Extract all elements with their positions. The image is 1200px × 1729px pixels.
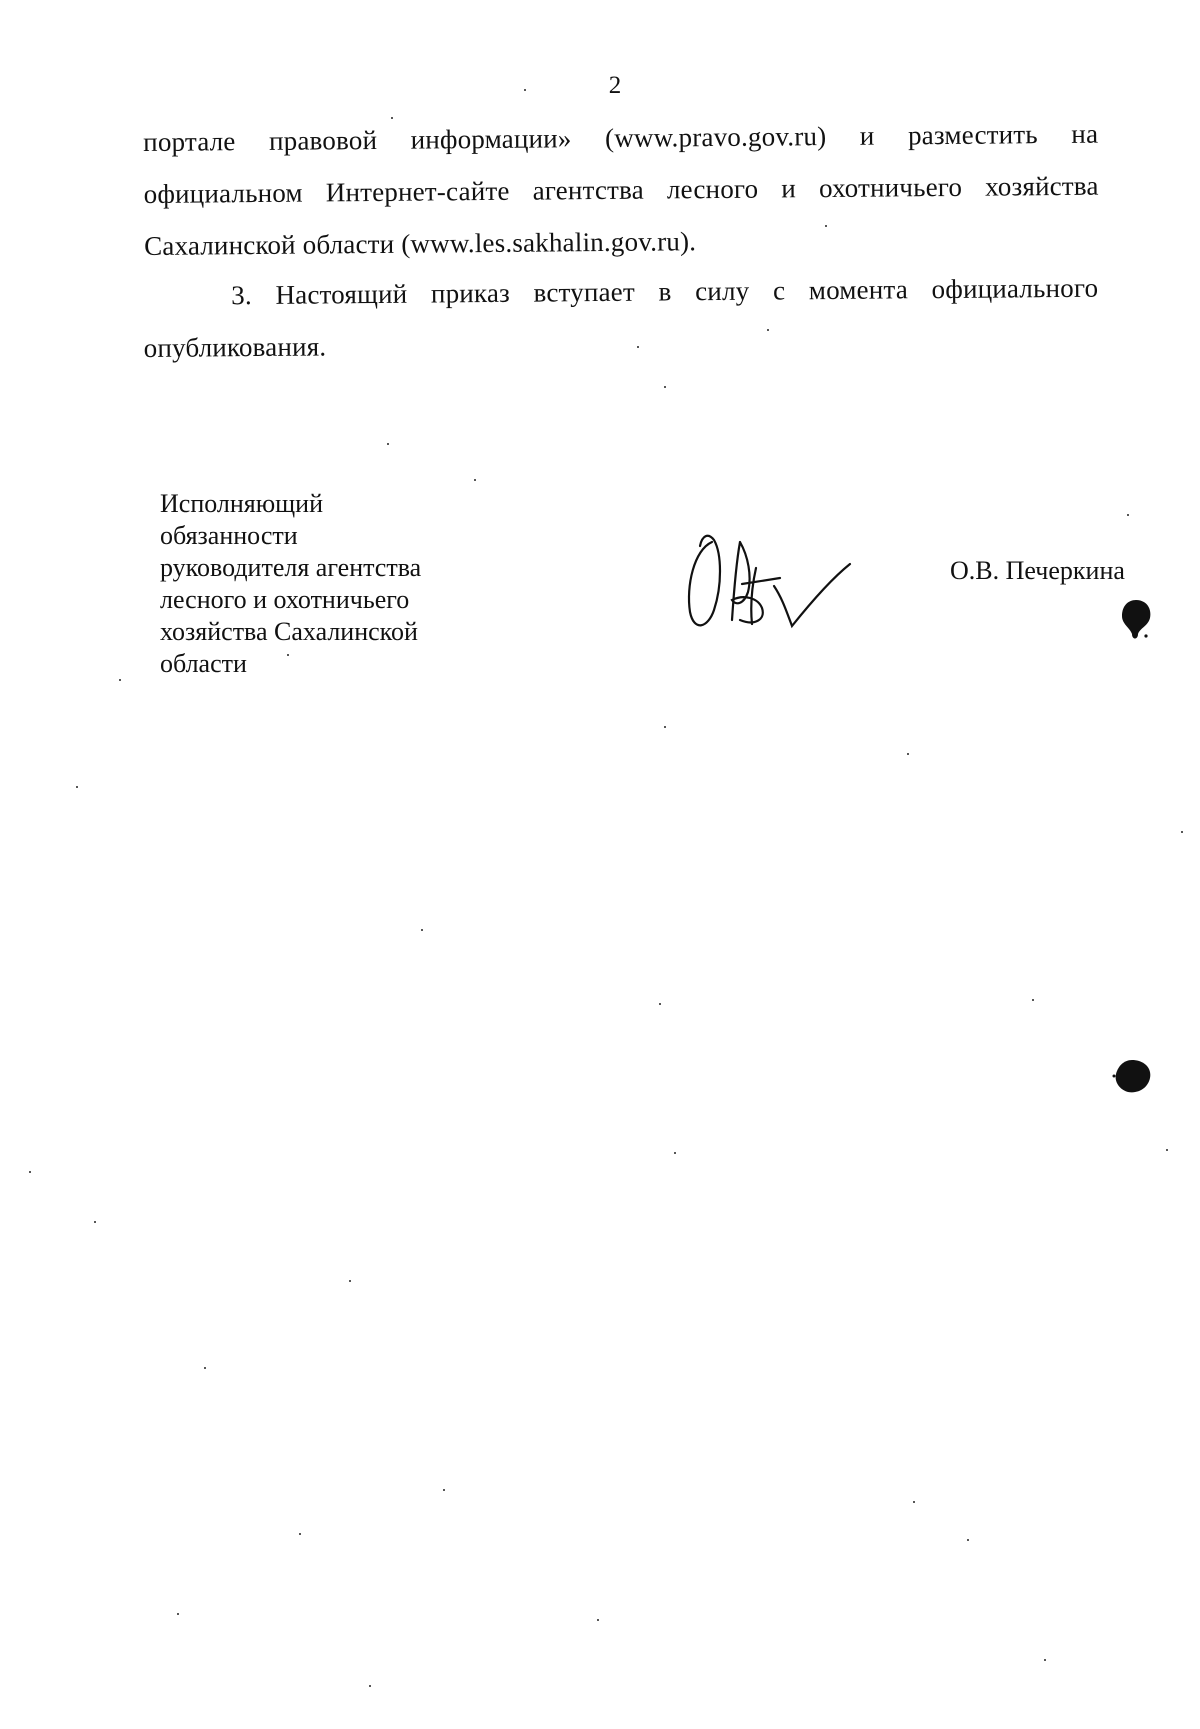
paragraph-line: Сахалинской области (www.les.sakhalin.gov.ru). (144, 226, 697, 261)
position-line: Исполняющий (160, 489, 324, 518)
ink-blot-mark (1116, 596, 1156, 642)
paragraph-line: официальном Интернет-сайте агентства лесного и охотничьего хозяйства (143, 170, 1099, 209)
paragraph-line: опубликования. (143, 331, 327, 363)
paragraph-line: 3. Настоящий приказ вступает в силу с момента официального (231, 272, 1099, 311)
position-line: обязанности (160, 521, 298, 550)
position-line: лесного и охотничьего (160, 585, 410, 614)
position-line: хозяйства Сахалинской (160, 617, 418, 646)
position-line: области (160, 649, 247, 678)
ink-blot-mark (1110, 1056, 1156, 1096)
page-number: 2 (608, 72, 622, 99)
handwritten-signature (682, 528, 854, 636)
signatory-position (160, 488, 421, 680)
paragraph-3 (143, 262, 1099, 374)
position-line: руководителя агентства (160, 553, 422, 582)
signer-name: О.В. Печеркина (950, 556, 1125, 585)
paragraph-line: порталe правовой информации» (www.pravo.gov.ru) и разместить на (143, 118, 1099, 157)
paragraph-continuation (143, 108, 1099, 272)
